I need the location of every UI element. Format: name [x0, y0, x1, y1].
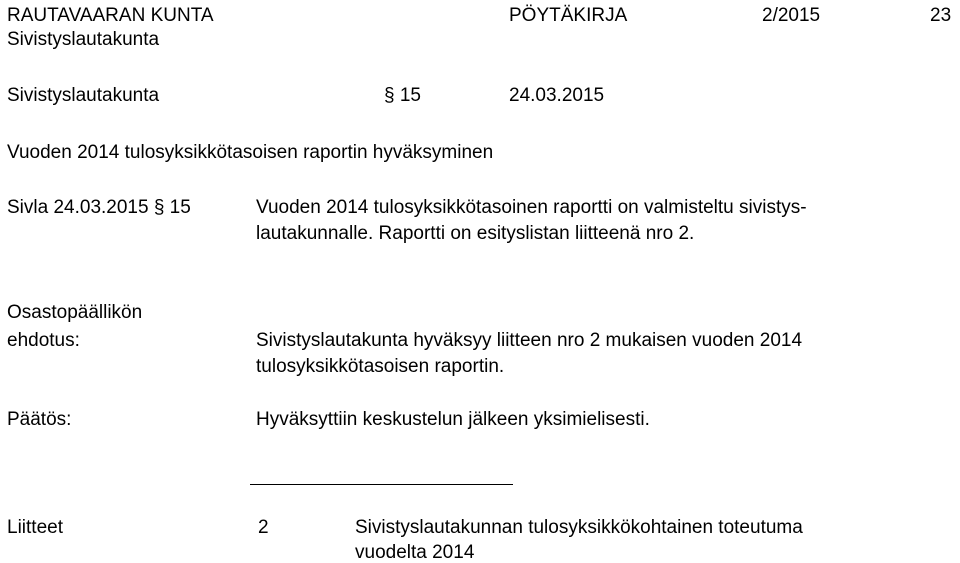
- meeting-date: 24.03.2015: [509, 85, 605, 106]
- section-divider: [250, 484, 513, 485]
- body-name: Sivistyslautakunta: [7, 29, 160, 50]
- meeting-section: § 15: [384, 85, 421, 106]
- proposal-label-line-1: Osastopäällikön: [7, 302, 143, 323]
- item-title: Vuoden 2014 tulosyksikkötasoisen raportin hyväksyminen: [7, 142, 494, 163]
- proposal-text-line-1: Sivistyslautakunta hyväksyy liitteen nro 2 mukaisen vuoden 2014: [256, 330, 803, 351]
- attachment-text-line-1: Sivistyslautakunnan tulosyksikkökohtainen toteutuma: [355, 517, 803, 538]
- proposal-text-line-2: tulosyksikkötasoisen raportin.: [256, 356, 505, 377]
- document-number: 2/2015: [762, 5, 821, 26]
- organization-name: RAUTAVAARAN KUNTA: [7, 5, 214, 26]
- page-number: 23: [930, 5, 952, 26]
- attachment-number: 2: [258, 517, 269, 538]
- meeting-body: Sivistyslautakunta: [7, 85, 160, 106]
- document-type: PÖYTÄKIRJA: [509, 5, 628, 26]
- proposal-label-line-2: ehdotus:: [7, 330, 80, 351]
- reference-text-line-1: Vuoden 2014 tulosyksikkötasoinen raportti on valmisteltu sivistys-: [256, 197, 807, 218]
- reference-label: Sivla 24.03.2015 § 15: [7, 197, 191, 218]
- decision-text: Hyväksyttiin keskustelun jälkeen yksimielisesti.: [256, 409, 650, 430]
- reference-text-line-2: lautakunnalle. Raportti on esityslistan liitteenä nro 2.: [256, 223, 695, 244]
- attachments-label: Liitteet: [7, 517, 63, 538]
- decision-label: Päätös:: [7, 409, 72, 430]
- attachment-text-line-2: vuodelta 2014: [355, 542, 475, 563]
